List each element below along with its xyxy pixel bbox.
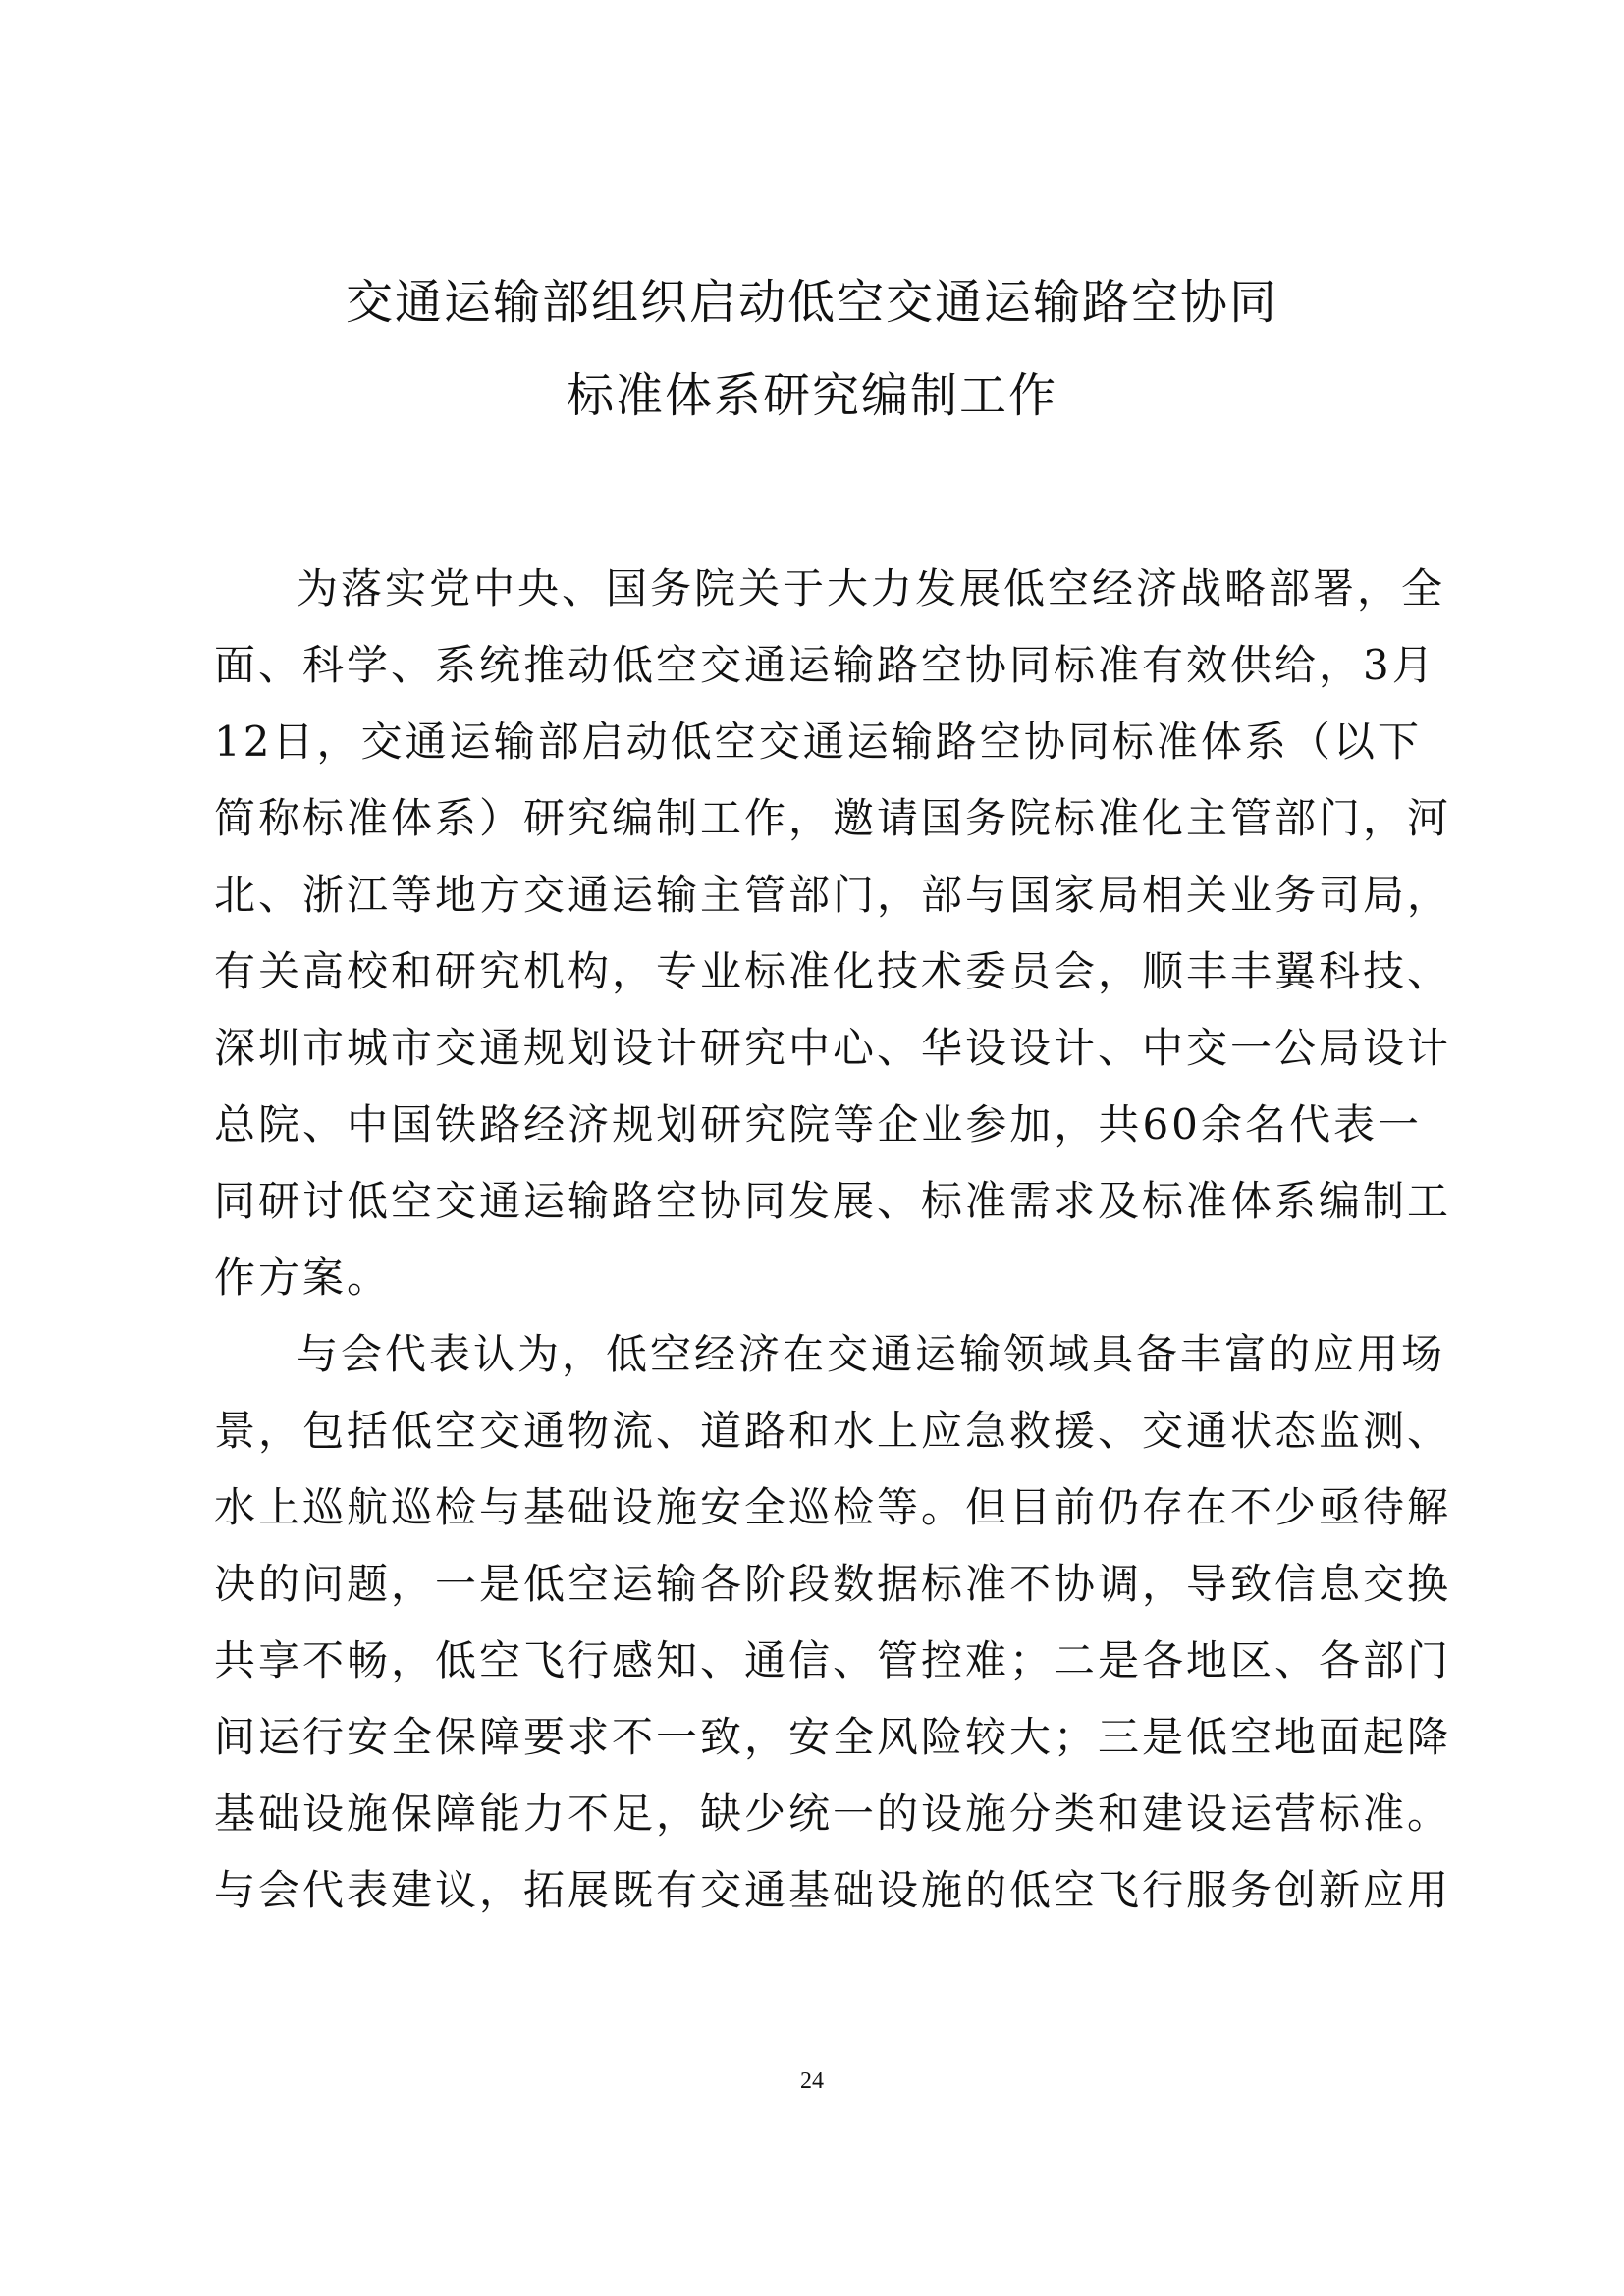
paragraph-2-line-7: 基础设施保障能力不足，缺少统一的设施分类和建设运营标准。 bbox=[214, 1789, 1452, 1838]
paragraph-2-line-2: 景，包括低空交通物流、道路和水上应急救援、交通状态监测、 bbox=[214, 1407, 1452, 1455]
page-number: 24 bbox=[800, 2068, 824, 2094]
paragraph-2-line-6: 间运行安全保障要求不一致，安全风险较大；三是低空地面起降 bbox=[214, 1713, 1452, 1761]
paragraph-1-line-10: 作方案。 bbox=[214, 1254, 392, 1302]
paragraph-1-line-6: 有关高校和研究机构，专业标准化技术委员会，顺丰丰翼科技、 bbox=[214, 947, 1452, 995]
paragraph-2-line-3: 水上巡航巡检与基础设施安全巡检等。但目前仍存在不少亟待解 bbox=[214, 1483, 1452, 1531]
paragraph-2-line-1: 与会代表认为，低空经济在交通运输领域具备丰富的应用场 bbox=[297, 1330, 1446, 1378]
paragraph-1-line-4: 简称标准体系）研究编制工作，邀请国务院标准化主管部门，河 bbox=[214, 794, 1452, 842]
paragraph-1-line-8: 总院、中国铁路经济规划研究院等企业参加，共60余名代表一 bbox=[214, 1100, 1422, 1148]
paragraph-2-line-5: 共享不畅，低空飞行感知、通信、管控难；二是各地区、各部门 bbox=[214, 1636, 1452, 1684]
paragraph-1-line-1: 为落实党中央、国务院关于大力发展低空经济战略部署，全 bbox=[297, 564, 1446, 613]
paragraph-1-line-3: 12日，交通运输部启动低空交通运输路空协同标准体系（以下 bbox=[214, 718, 1422, 766]
paragraph-2-line-4: 决的问题，一是低空运输各阶段数据标准不协调，导致信息交换 bbox=[214, 1560, 1452, 1608]
paragraph-1-line-2: 面、科学、系统推动低空交通运输路空协同标准有效供给，3月 bbox=[214, 641, 1436, 689]
paragraph-1-line-9: 同研讨低空交通运输路空协同发展、标准需求及标准体系编制工 bbox=[214, 1177, 1452, 1225]
paragraph-1-line-7: 深圳市城市交通规划设计研究中心、华设设计、中交一公局设计 bbox=[214, 1024, 1452, 1072]
document-title-line-2: 标准体系研究编制工作 bbox=[566, 368, 1057, 423]
paragraph-2-line-8: 与会代表建议，拓展既有交通基础设施的低空飞行服务创新应用 bbox=[214, 1866, 1452, 1914]
document-title-line-1: 交通运输部组织启动低空交通运输路空协同 bbox=[345, 275, 1278, 330]
paragraph-1-line-5: 北、浙江等地方交通运输主管部门，部与国家局相关业务司局， bbox=[214, 871, 1452, 919]
